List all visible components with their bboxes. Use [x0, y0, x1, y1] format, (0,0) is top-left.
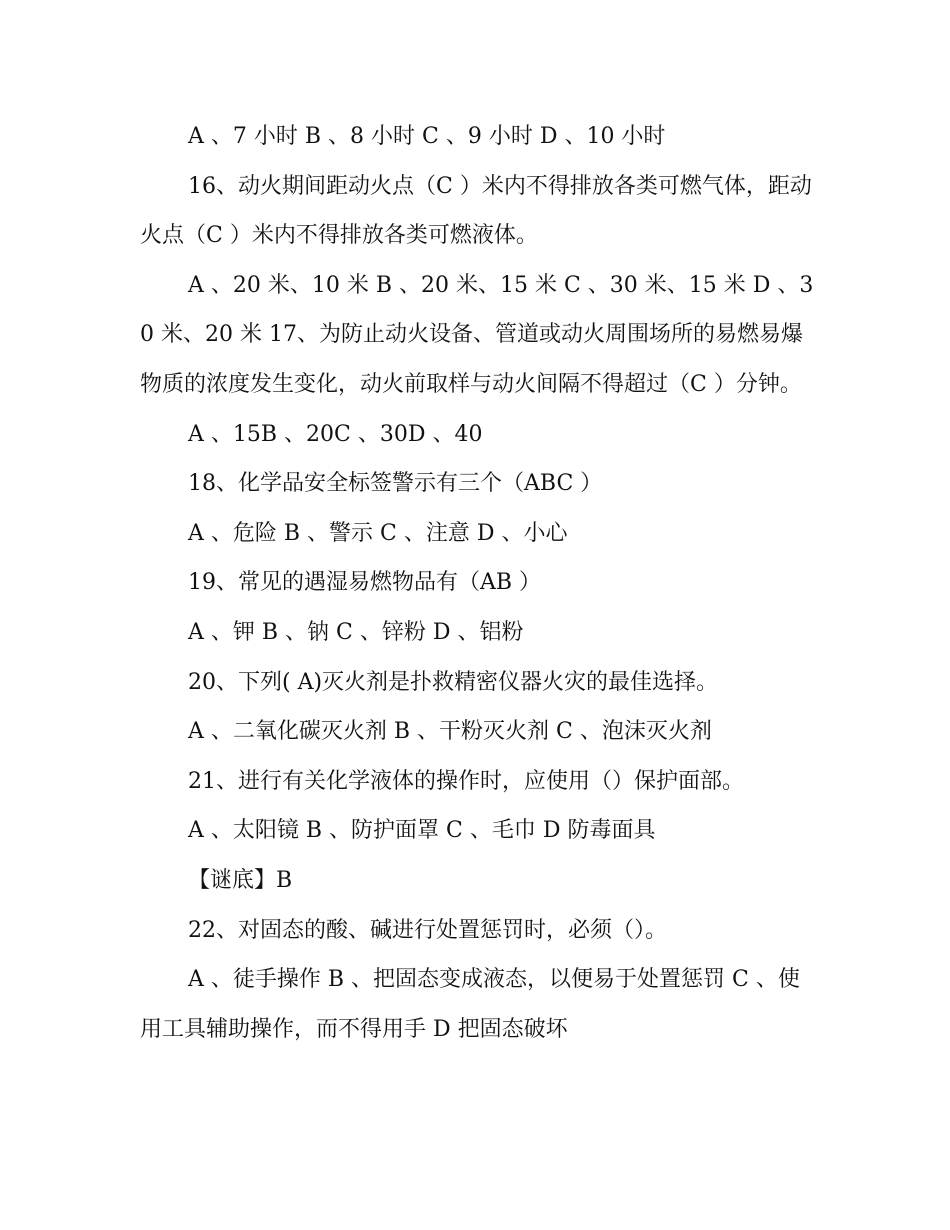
paragraph-q15-options: A 、7 小时 B 、8 小时 C 、9 小时 D 、10 小时: [188, 124, 666, 149]
document-body: [140, 112, 820, 1054]
paragraph-q21-answer: 【谜底】B: [188, 867, 293, 893]
paragraph-q22: 22、对固态的酸、碱进行处置惩罚时，必须（）。: [188, 917, 667, 943]
paragraph-q18-options: A 、危险 B 、警示 C 、注意 D 、小心: [188, 520, 568, 546]
paragraph-q18: 18、化学品安全标签警示有三个（ABC ）: [188, 471, 603, 497]
paragraph-q22-options: A 、徒手操作 B 、把固态变成液态，以便易于处置惩罚 C 、使用工具辅助操作，而不得用手 D 把固态破坏: [140, 967, 800, 1042]
paragraph-q17-options: A 、15B 、20C 、30D 、40: [188, 421, 483, 447]
paragraph-q19: 19、常见的遇湿易燃物品有（AB ）: [188, 570, 542, 596]
paragraph-q16-options-q17: A 、20 米、10 米 B 、20 米、15 米 C 、30 米、15 米 D 、30 米、20 米 17、为防止动火设备、管道或动火周围场所的易燃易爆物质的浓度发生变化，动火前取样与动火间隔不得超过（C ）分钟。: [140, 272, 814, 397]
paragraph-q21-options: A 、太阳镜 B 、防护面罩 C 、毛巾 D 防毒面具: [188, 818, 656, 844]
paragraph-q19-options: A 、钾 B 、钠 C 、锌粉 D 、铝粉: [188, 619, 524, 645]
paragraph-q20: 20、下列( A)灭火剂是扑救精密仪器火灾的最佳选择。: [188, 669, 719, 695]
paragraph-q21: 21、进行有关化学液体的操作时，应使用（）保护面部。: [188, 768, 744, 794]
paragraph-q20-options: A 、二氧化碳灭火剂 B 、干粉灭火剂 C 、泡沫灭火剂: [188, 719, 712, 745]
paragraph-q16: 16、动火期间距动火点（C ）米内不得排放各类可燃气体，距动火点（C ）米内不得排放各类可燃液体。: [140, 173, 812, 249]
